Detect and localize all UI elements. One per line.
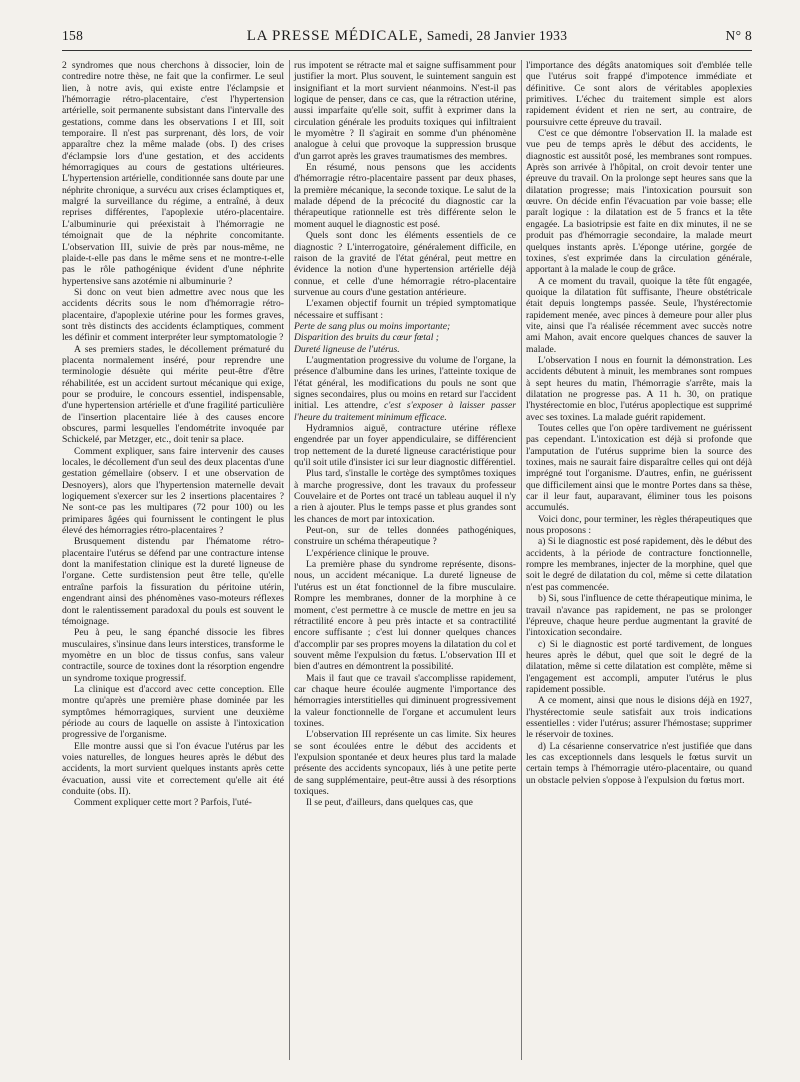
symptom-list — [294, 321, 516, 355]
paragraph: Comment expliquer cette mort ? Parfois, l'uté- — [74, 797, 252, 809]
paragraph: Quels sont donc les éléments essentiels de ce diagnostic ? L'interrogatoire, généralement difficile, en raison de la gravité de l'état général, peut mettre en évidence la notion d'une hypertension artérielle déjà connue, et celle d'une hémorragie rétro-placentaire survenue au cours d'une gestation antérieure. — [294, 230, 516, 298]
journal-name: LA PRESSE MÉDICALE, — [246, 28, 424, 44]
paragraph: Voici donc, pour terminer, les règles thérapeutiques que nous proposons : — [526, 513, 752, 537]
page-header — [62, 26, 752, 51]
paragraph: rus impotent se rétracte mal et saigne suffisamment pour justifier la mort. Plus souvent, le suintement sanguin est insignifiant et la mort survient néanmoins. N'est-il pas logique de penser, dans ce cas, que la rétraction utérine, aussi imparfaite qu'elle soit, suffit à exprimer dans la circulation générale les produits toxiques qui infiltraient le myomètre ? Il s'agirait en somme d'un phénomène analogue à celui que provoque la suppression brusque d'un garrot après les graves traumatismes des membres. — [294, 60, 516, 162]
issue-date: Samedi, 28 Janvier 1933 — [426, 28, 568, 43]
paragraph: l'importance des dégâts anatomiques soit d'emblée telle que l'utérus soit frappé d'impotence immédiate et définitive. Ce sont alors de véritables apoplexies primitives. L'échec du traitement simple est alors rapidement évident et rien ne sert, au contraire, de poursuivre cette épreuve du travail. — [526, 60, 752, 128]
paragraph: Peut-on, sur de telles données pathogéniques, construire un schéma thérapeutique ? — [294, 525, 516, 548]
paragraph: Elle montre aussi que si l'on évacue l'utérus par les voies naturelles, de longues heures après le début des accidents, la mort survient quelques instants après cette évacuation, aussi vite et correctement qu'elle ait été conduite (obs. II). — [62, 740, 284, 797]
rule-d: d) La césarienne conservatrice n'est justifiée que dans les cas exceptionnels dans lesquels le fœtus survit un certain temps à l'hémorragie utéro-placentaire, ou quand un obstacle pelvien s'oppose à l'expulsion du fœtus mort. — [526, 740, 752, 786]
paragraph: L'expérience clinique le prouve. — [306, 547, 430, 559]
paragraph — [294, 355, 516, 423]
rule-b: b) Si, sous l'influence de cette thérapeutique minima, le travail n'avance pas rapidement, ne pas se prolonger l'épreuve, chaque heure perdue augmentant la gravité de l'intoxication secondaire. — [526, 593, 752, 639]
paragraph: Hydramnios aiguë, contracture utérine réflexe engendrée par un foyer appendiculaire, se différencient trop nettement de la dureté ligneuse caractéristique pour qu'il soit utile d'insister ici sur leur diagnostic différentiel. — [294, 423, 516, 469]
paragraph: C'est ce que démontre l'observation II. la malade est vue peu de temps après le début des accidents, le diagnostic est aussitôt posé, les membranes sont rompues. Après son arrivée à l'hôpital, on croit devoir tenter une épreuve du travail. On la prolonge sept heures sans que la dilatation progresse; mais l'intoxication poursuit son œuvre. On décide enfin l'évacuation par voie basse; elle paraît logique : la dilatation est de 5 francs et la tête engagée. La basiotripsie est faite en dix minutes, il ne se produit pas d'hémorragie secondaire, la malade meurt quelques instants après. L'éponge utérine, gorgée de toxines, s'est exprimée dans la circulation générale, apportant à la malade le coup de grâce. — [526, 128, 752, 276]
paragraph: L'examen objectif fournit un trépied symptomatique nécessaire et suffisant : — [294, 298, 516, 321]
paragraph-text: L'augmentation progressive du volume de l'organe, la présence d'albumine dans les urines, l'atteinte toxique de l'état général, les modifications du pouls ne sont que signes secondaires, plus ou moins en retard sur l'accident initial. Les attendre, — [294, 354, 516, 412]
list-item: Disparition des bruits du cœur fœtal ; — [294, 332, 439, 344]
column-divider — [521, 60, 522, 1060]
paragraph: La première phase du syndrome représente, disons-nous, un accident mécanique. La dureté ligneuse de l'utérus est un état fonctionnel de la fibre musculaire. Rompre les membranes, donner de la morphine à ce moment, c'est permettre à ce muscle de mettre en jeu sa rétractilité encore à peu près intacte et sa contractilité encore suffisante ; c'est lui donner quelques chances d'accomplir par ses propres moyens la dilatation du col et souvent même l'expulsion du fœtus. L'observation III et bien d'autres en démontrent la possibilité. — [294, 559, 516, 673]
paragraph: L'observation I nous en fournit la démonstration. Les accidents débutent à minuit, les membranes sont rompues à sept heures du matin, l'hémorragie s'arrête, mais la dilatation ne progresse pas. A 11 h. 30, on pratique l'hystérectomie en bloc, l'utérus apoplectique est supprimé avec ses toxines. La malade guérit rapidement. — [526, 354, 752, 423]
paragraph: Si donc on veut bien admettre avec nous que les accidents décrits sous le nom d'hémorragie rétro-placentaire, d'apoplexie utérine pour les formes graves, sont très distincts des accidents éclamptiques, comment les définir et comment interpréter leur symptomatologie ? — [62, 286, 284, 344]
paragraph: En résumé, nous pensons que les accidents d'hémorragie rétro-placentaire passent par deux phases, la première mécanique, la seconde toxique. Le salut de la malade dépend de la précocité du diagnostic car la thérapeutique rationnelle est très différente selon le moment auquel le diagnostic est posé. — [294, 162, 516, 230]
paragraph: A ses premiers stades, le décollement prématuré du placenta normalement inséré, pour reprendre une terminologie désuète qui mérite peut-être d'être réhabilitée, est un accident surtout mécanique qui exige, pour se produire, le concours essentiel, indispensable, d'une hypertension artérielle et d'une fragilité particulière de l'insertion placentaire liée à des causes encore obscures, parmi lesquelles l'endométrite invoquée par Schickelé, par Metzger, etc., doit tenir sa place. — [62, 343, 284, 446]
paragraph: A ce moment du travail, quoique la tête fût engagée, quoique la dilatation fût suffisante, l'heure obstétricale était depuis longtemps passée. Seule, l'hystérectomie rapidement menée, avec pinces à demeure pour aller plus vite, ainsi que l'a réalisée récemment avec succès notre ami Mahon, avait encore quelques chances de sauver la malade. — [526, 275, 752, 355]
paragraph: Peu à peu, le sang épanché dissocie les fibres musculaires, s'insinue dans leurs interstices, transforme le myomètre en un bloc de tissus confus, sans valeur contractile, source de toxines dont la résorption engendre un syndrome toxique progressif. — [62, 627, 284, 684]
column-3 — [526, 60, 752, 786]
column-2 — [294, 60, 516, 809]
column-divider — [289, 60, 290, 1060]
emphasis-text: c'est s'exposer à laisser passer l'heure du traitement minimum efficace. — [294, 400, 516, 423]
rule-c: c) Si le diagnostic est porté tardivement, de longues heures après le début, quel que soit le degré de la dilatation, même si cette dilatation est complète, même si l'engagement est accompli, amputer l'utérus le plus rapidement possible. — [526, 638, 752, 695]
paragraph: Brusquement distendu par l'hématome rétro-placentaire l'utérus se défend par une contracture intense dont la manifestation clinique est la dureté ligneuse de l'organe. Cette surdistension peut être telle, qu'elle entraîne parfois la fissuration du péritoine utérin, engendrant ainsi des phénomènes vaso-moteurs réflexes dont le ralentissement paradoxal du pouls est souvent le témoignage. — [62, 536, 284, 627]
rule-a: a) Si le diagnostic est posé rapidement, dès le début des accidents, à la période de contracture fonctionnelle, rompre les membranes, injecter de la morphine, quel que soit le degré de dilatation du col, même si cette dilatation n'est pas commencée. — [526, 536, 752, 593]
paragraph: Comment expliquer, sans faire intervenir des causes locales, le décollement d'un seul des deux placentas d'une gestation gémellaire (observ. I et une observation de Desnoyers), alors que l'hypertension maternelle devait logiquement s'exercer sur les 2 insertions placentaires ? Ne sont-ce pas les multipares (72 pour 100) ou les primipares âgées qui fournissent le contingent le plus élevé des hémorragies rétro-placentaires ? — [62, 445, 284, 537]
paragraph: 2 syndromes que nous cherchons à dissocier, loin de contredire notre thèse, ne fait que la confirmer. Le seul lien, à notre avis, qui existe entre l'éclampsie et l'hémorragie rétro-placentaire, c'est l'hypertension artérielle, soit permanente subsistant dans l'intervalle des gestations, comme dans les observations I et III, soit temporaire. Il n'est pas surprenant, dès lors, de voir apparaître chez la même malade (obs. I) des crises d'éclampsie lors d'une gestation, et des accidents hémorragiques au cours de gestations ultérieures. L'hypertension artérielle, conditionnée sans doute par une néphrite chronique, a survécu aux crises éclamptiques et, malgré la surveillance du régime, a entraîné, à deux reprises différentes, l'apoplexie utéro-placentaire. L'albuminurie qui préexistait à l'hémorragie ne témoignait que de la néphrite concomitante. L'observation III, suivie de près par nous-même, ne plaide-t-elle pas dans le même sens et ne montre-t-elle pas le rôle pathogénique évident d'une néphrite hypertensive sans azotémie ni albuminurie ? — [62, 60, 284, 287]
paragraph: Mais il faut que ce travail s'accomplisse rapidement, car chaque heure écoulée augmente l'importance des hémorragies interstitielles qui diminuent progressivement la valeur fonctionnelle de l'organe et accumulent leurs toxines. — [294, 672, 516, 729]
header-title — [62, 28, 752, 45]
paragraph: Toutes celles que l'on opère tardivement ne guérissent pas cependant. L'intoxication est déjà si profonde que l'amputation de l'utérus supprime bien la source des toxines, mais ne saurait faire disparaître celles qui ont déjà imprégné tout l'organisme. D'autres, enfin, ne guérissent que difficilement ainsi que le montre Portes dans sa thèse, car il leur faut, auparavant, éliminer tous les poisons accumulés. — [526, 423, 752, 514]
paragraph: A ce moment, ainsi que nous le disions déjà en 1927, l'hystérectomie seule satisfait aux trois indications essentielles : vider l'utérus; assurer l'hémostase; supprimer le réservoir de toxines. — [526, 695, 752, 741]
page-number: 158 — [62, 28, 84, 43]
column-1 — [62, 60, 284, 809]
paragraph: Plus tard, s'installe le cortège des symptômes toxiques à marche progressive, dont les travaux du professeur Couvelaire et de Portes ont tracé un tableau auquel il n'y a rien à ajouter. Plus le temps passe et plus grandes sont les chances de mort par intoxication. — [294, 468, 516, 525]
paragraph: L'observation III représente un cas limite. Six heures se sont écoulées entre le début des accidents et l'expulsion spontanée et deux heures plus tard la malade présente des accidents syncopaux, liés à une petite perte de sang supplémentaire, peut-être aussi à des résorptions toxiques. — [294, 729, 516, 797]
list-item: Perte de sang plus ou moins importante; — [294, 320, 451, 332]
list-item: Dureté ligneuse de l'utérus. — [294, 343, 400, 355]
paragraph: La clinique est d'accord avec cette conception. Elle montre qu'après une première phase dominée par les symptômes hémorragiques, survient une deuxième période au cours de laquelle on assiste à l'intoxication progressive de l'organisme. — [62, 683, 284, 741]
paragraph: Il se peut, d'ailleurs, dans quelques cas, que — [306, 797, 473, 809]
issue-number: N° 8 — [725, 28, 752, 43]
